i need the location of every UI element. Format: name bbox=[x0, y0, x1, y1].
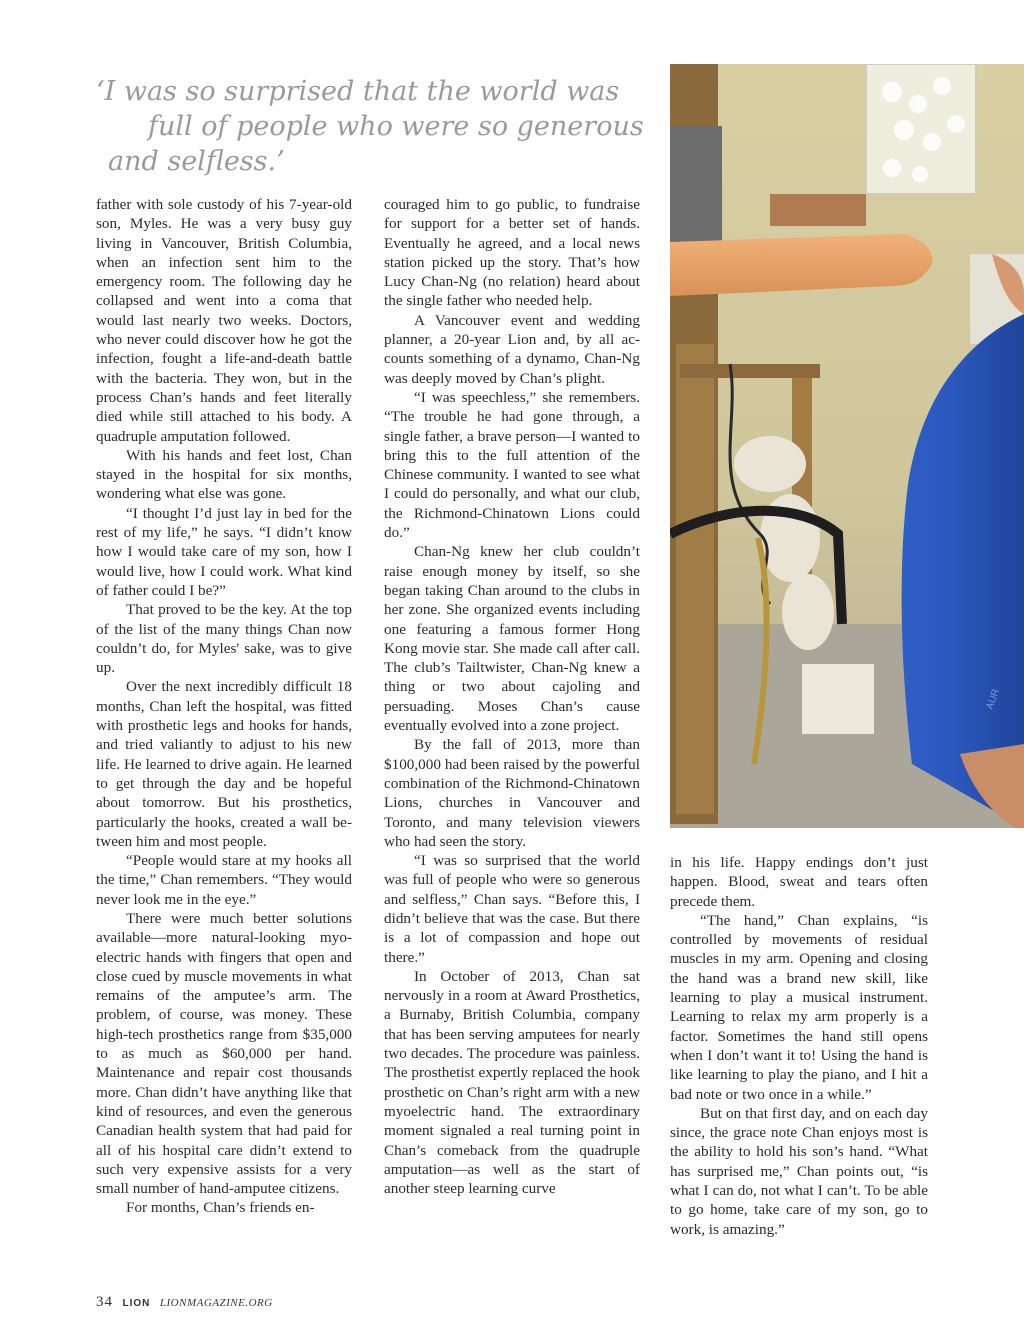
paragraph: “I was speechless,” she remembers. “The trouble he had gone through, a single father, a brave person—I wanted to bring this to the full attention of the Chinese community. I wanted to see what I could do personally, and what our club, the Richmond-Chinatown Lions could do.” bbox=[384, 388, 640, 542]
paragraph: A Vancouver event and wedding planner, a 20-year Lion and, by all accounts something of a dynamo, Chan-Ng was deeply moved by Chan’s plight. bbox=[384, 311, 640, 387]
magazine-name: LION bbox=[122, 1298, 151, 1309]
photo-drawers bbox=[670, 126, 722, 254]
pull-quote-line: full of people who were so generous bbox=[148, 111, 644, 142]
photo-cabinet-panel bbox=[676, 344, 714, 814]
article-photo bbox=[670, 64, 1024, 828]
pull-quote-line: ‘I was so surprised that the world was bbox=[96, 76, 620, 107]
pull-quote bbox=[96, 74, 656, 179]
photo-bucket bbox=[802, 664, 874, 734]
photo-table bbox=[680, 364, 820, 378]
paragraph: Over the next incredibly difficult 18 months, Chan left the hospital, was fitted with prosthetic legs and hooks for hands, and tried valiantly to adjust to his new life. He learned to drive again. He learned to get through the day and be hopeful about tomorrow. But his prosthetics, particularly the hooks, created a wall between him and most people. bbox=[96, 678, 352, 850]
paragraph: For months, Chan’s friends en- bbox=[126, 1199, 315, 1217]
paragraph: in his life. Happy endings don’t just happen. Blood, sweat and tears often precede them. bbox=[670, 854, 928, 910]
paragraph: “People would stare at my hooks all the time,” Chan remembers. “They would never look me in the eye.” bbox=[96, 852, 352, 908]
shirt-logo: AUR bbox=[984, 687, 1003, 712]
article-column-3 bbox=[670, 853, 928, 1239]
paragraph: With his hands and feet lost, Chan stayed in the hospital for six months, wondering what else was gone. bbox=[96, 446, 352, 503]
page-number: 34 bbox=[96, 1294, 113, 1310]
photo-shelf bbox=[770, 194, 866, 226]
paragraph: “I was so surprised that the world was full of people who were so generous and selfless,” Chan says. “Before this, I didn’t believe that was the case. But there is a lot of compassion and hope out there.” bbox=[384, 852, 640, 966]
paragraph: couraged him to go public, to fundraise for support for a better set of hands. Eventually he agreed, and a local news station picked up the story. That’s how Lucy Chan-Ng (no relation) heard about the single father who needed help. bbox=[384, 196, 640, 310]
paragraph: That proved to be the key. At the top of the list of the many things Chan now couldn’t do, for Myles' sake, was to give up. bbox=[96, 601, 352, 677]
paragraph: There were much better solutions available—more natural-looking myoelectric hands with fingers that open and close cued by muscle movements in what remains of the amputee’s arm. The problem, of course, was money. These high-tech prosthetics range from $35,000 to as much as $60,000 per hand. Maintenance and repair cost thousands more. Chan didn’t have anything like that kind of resources, and even the generous Canadian health system that had paid for all of his hospital care didn’t extend to such very expensive assists for a very small number of hand-amputee citizens. bbox=[96, 909, 352, 1198]
article-column-1 bbox=[96, 195, 352, 1218]
article-column-2 bbox=[384, 195, 640, 1198]
page-footer bbox=[96, 1294, 273, 1311]
paragraph: Chan-Ng knew her club couldn’t raise enough money by itself, so she began taking Chan around to the clubs in her zone. She organized events including one featuring a famous former Hong Kong movie star. She made call after call. The club’s Tailtwister, Chan-Ng knew a thing or two about cajoling and persuading. Moses Chan’s cause eventually evolved into a zone project. bbox=[384, 543, 640, 735]
paragraph: “I thought I’d just lay in bed for the rest of my life,” he says. “I didn’t know how I would take care of my son, how I would live, how I could work. What kind of father could I be?” bbox=[96, 504, 352, 599]
magazine-website[interactable]: LIONMAGAZINE.ORG bbox=[159, 1297, 273, 1309]
paragraph: By the fall of 2013, more than $100,000 had been raised by the powerful combination of the Richmond-Chinatown Lions, churches in Vancouver and Toronto, and many television viewers who had seen the story. bbox=[384, 736, 640, 850]
paragraph: father with sole custody of his 7-year-old son, Myles. He was a very busy guy living in Vancouver, British Columbia, when an infection sent him to the emergency room. The following day he collapsed and went into a coma that would last nearly two weeks. Doctors, who never could discover how he got the infection, fought a life-and-death battle with the bacteria. They won, but in the process Chan’s hands and feet literally died while still attached to his body. A quadruple amputation followed. bbox=[96, 196, 352, 445]
paragraph: In October of 2013, Chan sat nervously in a room at Award Prosthetics, a Burnaby, British Columbia, company that has been serving amputees for nearly two decades. The procedure was painless. The prosthetist expertly replaced the hook prosthetic on Chan’s right arm with a new myoelectric hand. The extraordinary moment signaled a real turning point in Chan’s comeback from the quadruple amputation—as well as the start of another steep learning curve bbox=[384, 967, 640, 1198]
pull-quote-line: and selfless.’ bbox=[108, 146, 285, 177]
paragraph: “The hand,” Chan explains, “is controlled by movements of residual muscles in my arm. Opening and closing the hand was a brand new skill, like learning to play a musical instrument. Learning to relax my arm properly is a factor. Sometimes the hand still opens when I don’t want it to! Using the hand is like learning to play the piano, and I hit a bad note or two once in a while.” bbox=[670, 911, 928, 1103]
paragraph: But on that first day, and on each day since, the grace note Chan enjoys most is the ability to hold his son’s hand. “What has surprised me,” Chan points out, “is what I can do, not what I can’t. To be able to go home, take care of my son, go to work, is amazing.” bbox=[670, 1104, 928, 1238]
